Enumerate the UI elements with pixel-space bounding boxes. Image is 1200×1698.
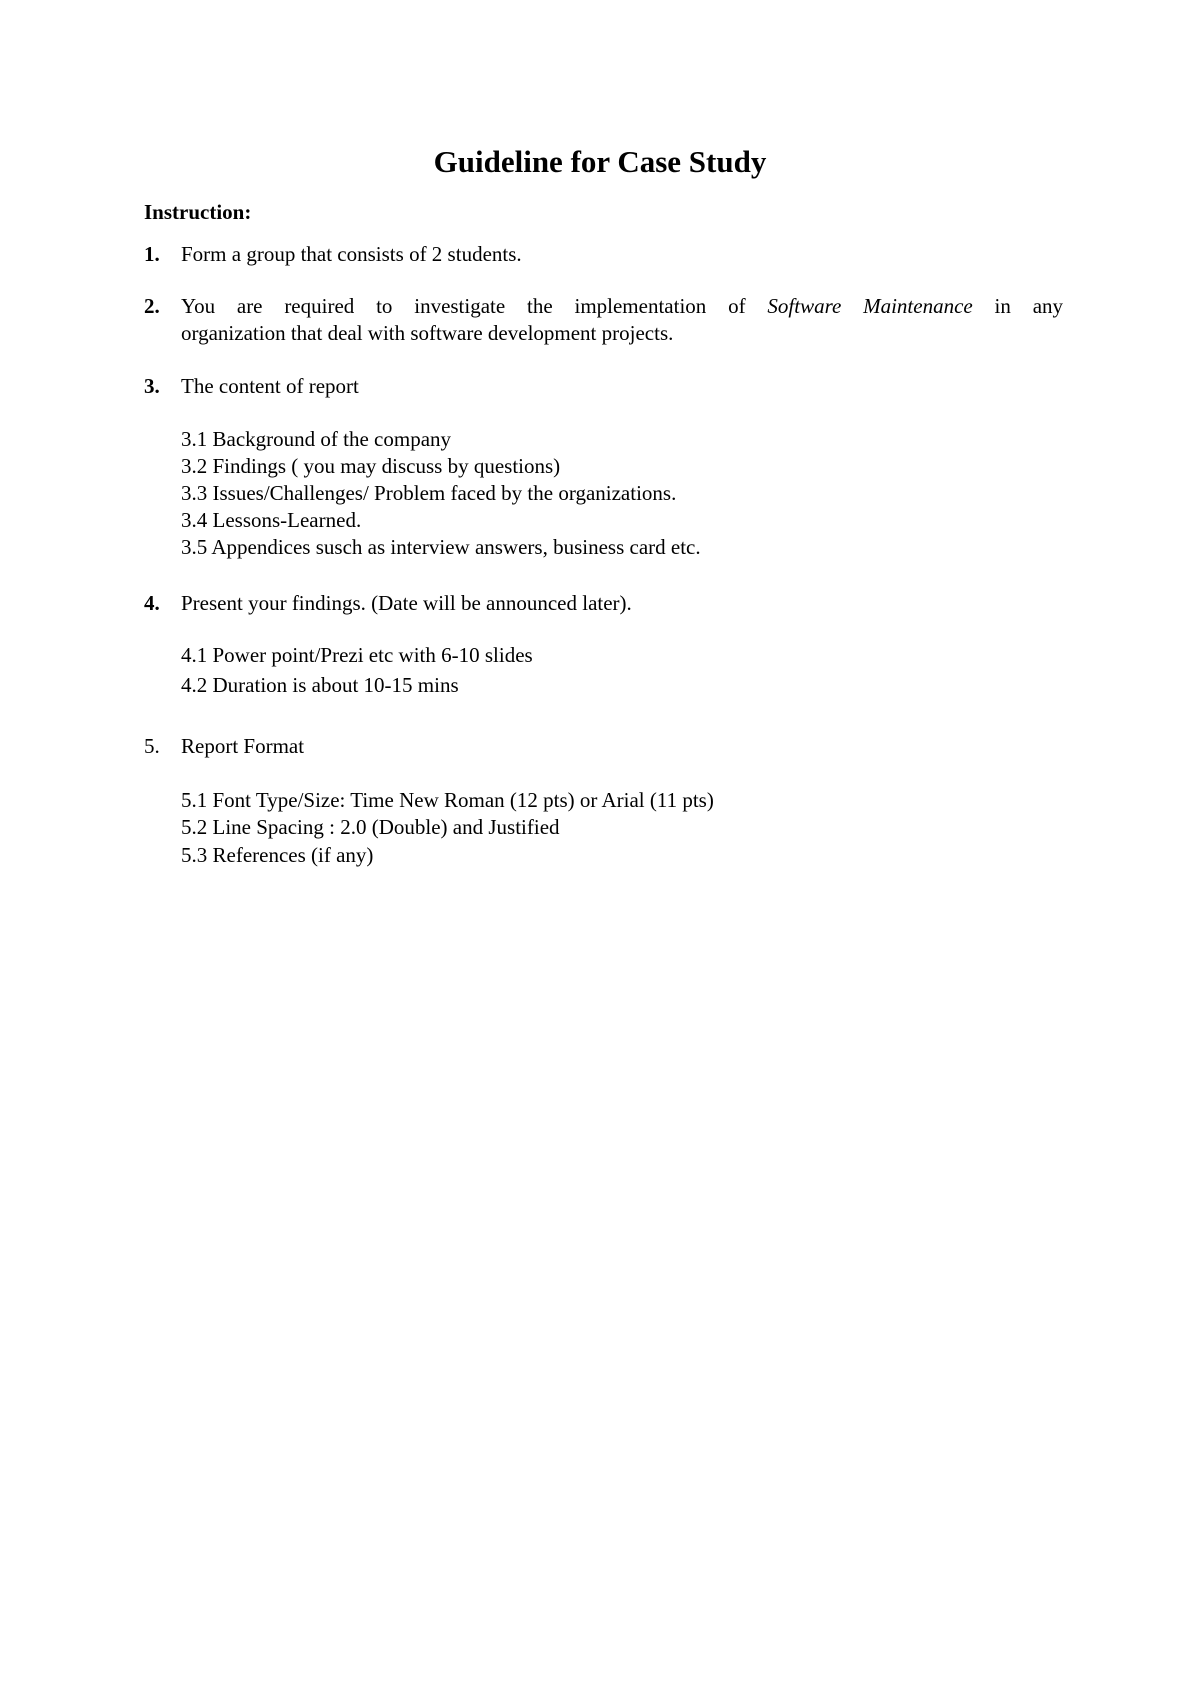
item-2-text-before: You are required to investigate the implementation of [181,294,746,318]
item-5-subitem: 5.1 Font Type/Size: Time New Roman (12 pts) or Arial (11 pts) [181,788,714,812]
item-5-subitem: 5.3 References (if any) [181,843,374,867]
item-3-subitem: 3.2 Findings ( you may discuss by questions) [181,454,561,478]
item-3-subitem: 3.4 Lessons-Learned. [181,508,362,532]
item-4-subitem: 4.1 Power point/Prezi etc with 6-10 slides [181,643,533,667]
item-4-subitem: 4.2 Duration is about 10-15 mins [181,673,459,697]
document-title: Guideline for Case Study [433,144,767,179]
item-3-number: 3. [144,374,160,398]
item-5-number: 5. [144,734,160,758]
item-2-number: 2. [144,294,160,318]
item-3-subitem: 3.5 Appendices susch as interview answers, business card etc. [181,535,701,559]
item-2-text-italic: Software Maintenance [767,294,973,318]
item-4-text: Present your findings. (Date will be announced later). [181,591,632,615]
item-2-text-line2: organization that deal with software development projects. [181,321,674,345]
item-2-text-line1 [181,292,1063,320]
item-2-text-after: in any [994,294,1064,318]
item-3-subitem: 3.3 Issues/Challenges/ Problem faced by the organizations. [181,481,677,505]
item-1-number: 1. [144,242,160,266]
item-5-subitem: 5.2 Line Spacing : 2.0 (Double) and Justified [181,815,560,839]
item-5-text: Report Format [181,734,305,758]
item-3-text: The content of report [181,374,359,398]
item-3-subitem: 3.1 Background of the company [181,427,452,451]
instruction-label: Instruction: [144,200,252,224]
item-4-number: 4. [144,591,160,615]
item-1-text: Form a group that consists of 2 students. [181,242,522,266]
